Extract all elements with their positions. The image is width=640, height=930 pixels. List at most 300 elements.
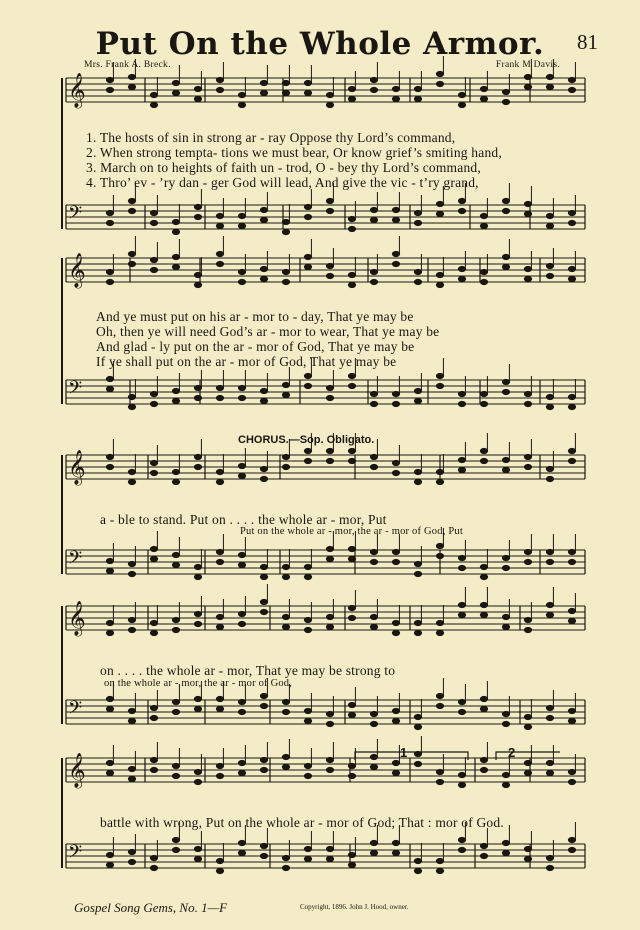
- note-head: [414, 571, 421, 576]
- note-head: [370, 207, 377, 212]
- note-head: [502, 467, 509, 472]
- note-head: [128, 84, 135, 89]
- note-head: [128, 74, 135, 79]
- note-head: [458, 276, 465, 281]
- note-head: [568, 559, 575, 564]
- note-head: [326, 198, 333, 203]
- treble-clef-icon: 𝄞: [68, 601, 86, 636]
- note-head: [414, 86, 421, 91]
- note-head: [326, 546, 333, 551]
- note-head: [392, 549, 399, 554]
- note-head: [326, 458, 333, 463]
- note-head: [260, 703, 267, 708]
- note-head: [414, 479, 421, 484]
- note-head: [436, 630, 443, 635]
- note-head: [282, 855, 289, 860]
- note-head: [568, 87, 575, 92]
- note-head: [106, 760, 113, 765]
- note-head: [348, 702, 355, 707]
- note-head: [348, 556, 355, 561]
- note-head: [458, 772, 465, 777]
- note-head: [458, 612, 465, 617]
- note-head: [106, 376, 113, 381]
- note-head: [414, 220, 421, 225]
- note-head: [282, 219, 289, 224]
- clefs: [68, 73, 86, 867]
- note-head: [304, 214, 311, 219]
- note-head: [128, 404, 135, 409]
- note-head: [172, 709, 179, 714]
- note-head: [238, 709, 245, 714]
- note-head: [106, 220, 113, 225]
- note-head: [568, 837, 575, 842]
- note-head: [524, 201, 531, 206]
- note-head: [502, 782, 509, 787]
- note-head: [436, 779, 443, 784]
- note-head: [568, 718, 575, 723]
- note-head: [502, 711, 509, 716]
- note-head: [480, 269, 487, 274]
- note-head: [458, 266, 465, 271]
- note-head: [348, 605, 355, 610]
- note-head: [480, 767, 487, 772]
- note-head: [172, 479, 179, 484]
- note-head: [436, 703, 443, 708]
- note-head: [568, 266, 575, 271]
- note-head: [414, 96, 421, 101]
- note-head: [524, 714, 531, 719]
- note-head: [546, 549, 553, 554]
- note-head: [150, 257, 157, 262]
- note-head: [304, 383, 311, 388]
- note-head: [458, 782, 465, 787]
- note-head: [260, 398, 267, 403]
- note-head: [546, 404, 553, 409]
- note-head: [546, 213, 553, 218]
- note-head: [282, 90, 289, 95]
- note-head: [436, 769, 443, 774]
- note-head: [282, 709, 289, 714]
- note-head: [524, 276, 531, 281]
- note-head: [568, 404, 575, 409]
- note-head: [304, 846, 311, 851]
- note-head: [172, 699, 179, 704]
- note-head: [326, 556, 333, 561]
- note-head: [546, 74, 553, 79]
- note-head: [172, 562, 179, 567]
- note-head: [304, 254, 311, 259]
- note-head: [326, 273, 333, 278]
- note-head: [568, 779, 575, 784]
- note-head: [436, 620, 443, 625]
- note-head: [348, 448, 355, 453]
- note-head: [106, 87, 113, 92]
- note-head: [172, 229, 179, 234]
- note-head: [568, 769, 575, 774]
- note-head: [546, 394, 553, 399]
- verse-line-2: 2. When strong tempta- tions we must bear, Or know grief’s smiting hand,: [86, 145, 502, 160]
- note-head: [414, 630, 421, 635]
- note-head: [128, 469, 135, 474]
- note-head: [172, 837, 179, 842]
- note-head: [414, 868, 421, 873]
- note-head: [326, 767, 333, 772]
- note-head: [216, 395, 223, 400]
- note-head: [238, 850, 245, 855]
- note-head: [348, 862, 355, 867]
- note-head: [414, 210, 421, 215]
- note-head: [194, 385, 201, 390]
- note-head: [546, 602, 553, 607]
- note-head: [392, 770, 399, 775]
- note-head: [128, 208, 135, 213]
- note-head: [524, 391, 531, 396]
- note-head: [568, 608, 575, 613]
- note-head: [106, 464, 113, 469]
- note-head: [502, 721, 509, 726]
- note-head: [436, 858, 443, 863]
- note-head: [414, 269, 421, 274]
- note-head: [326, 757, 333, 762]
- note-head: [568, 394, 575, 399]
- note-head: [436, 693, 443, 698]
- note-head: [370, 764, 377, 769]
- note-head: [128, 251, 135, 256]
- note-head: [106, 386, 113, 391]
- note-head: [106, 279, 113, 284]
- note-head: [436, 383, 443, 388]
- note-head: [502, 614, 509, 619]
- note-head: [458, 555, 465, 560]
- verse2-line-3: And glad - ly put on the ar - mor of God, That ye may be: [96, 339, 415, 354]
- note-head: [150, 630, 157, 635]
- note-head: [172, 90, 179, 95]
- note-head: [304, 448, 311, 453]
- note-head: [128, 617, 135, 622]
- second-ending-bracket: [496, 752, 560, 760]
- note-head: [414, 620, 421, 625]
- note-head: [326, 208, 333, 213]
- note-head: [194, 706, 201, 711]
- note-head: [348, 773, 355, 778]
- note-head: [414, 398, 421, 403]
- note-head: [172, 219, 179, 224]
- note-head: [480, 401, 487, 406]
- note-head: [216, 77, 223, 82]
- note-head: [282, 754, 289, 759]
- note-head: [524, 559, 531, 564]
- note-head: [238, 473, 245, 478]
- note-head: [150, 401, 157, 406]
- note-head: [150, 267, 157, 272]
- note-head: [326, 102, 333, 107]
- note-head: [524, 74, 531, 79]
- note-head: [392, 840, 399, 845]
- note-head: [502, 264, 509, 269]
- note-head: [304, 773, 311, 778]
- note-head: [524, 760, 531, 765]
- note-head: [150, 470, 157, 475]
- note-head: [524, 211, 531, 216]
- note-head: [502, 840, 509, 845]
- note-head: [370, 279, 377, 284]
- note-head: [106, 77, 113, 82]
- note-head: [546, 476, 553, 481]
- note-head: [282, 865, 289, 870]
- note-head: [238, 102, 245, 107]
- note-head: [282, 454, 289, 459]
- note-head: [260, 599, 267, 604]
- note-head: [194, 621, 201, 626]
- note-head: [546, 84, 553, 89]
- note-head: [524, 846, 531, 851]
- note-head: [238, 395, 245, 400]
- note-head: [260, 207, 267, 212]
- note-head: [216, 858, 223, 863]
- note-head: [480, 602, 487, 607]
- note-head: [480, 391, 487, 396]
- note-head: [480, 574, 487, 579]
- book-reference: Gospel Song Gems, No. 1—F: [74, 900, 228, 915]
- note-head: [370, 754, 377, 759]
- note-head: [480, 757, 487, 762]
- note-head: [414, 761, 421, 766]
- note-head: [106, 568, 113, 573]
- note-head: [546, 466, 553, 471]
- chorus-line-3: battle with wrong, Put on the whole ar - mor of God; That : mor of God.: [100, 815, 504, 830]
- note-head: [392, 708, 399, 713]
- note-head: [370, 624, 377, 629]
- note-head: [524, 724, 531, 729]
- note-head: [282, 279, 289, 284]
- note-head: [128, 561, 135, 566]
- note-head: [150, 767, 157, 772]
- verse-line-1: 1. The hosts of sin in strong ar - ray Oppose thy Lord’s command,: [86, 130, 456, 145]
- note-head: [150, 460, 157, 465]
- note-head: [128, 708, 135, 713]
- note-head: [238, 213, 245, 218]
- note-head: [194, 696, 201, 701]
- note-head: [546, 770, 553, 775]
- note-head: [172, 847, 179, 852]
- note-head: [172, 552, 179, 557]
- note-head: [150, 556, 157, 561]
- note-head: [370, 269, 377, 274]
- note-head: [216, 868, 223, 873]
- note-head: [458, 92, 465, 97]
- note-head: [392, 217, 399, 222]
- treble-clef-icon: 𝄞: [68, 253, 86, 288]
- note-head: [260, 217, 267, 222]
- note-head: [436, 373, 443, 378]
- note-head: [260, 90, 267, 95]
- note-head: [458, 602, 465, 607]
- note-head: [502, 379, 509, 384]
- note-head: [326, 711, 333, 716]
- note-head: [436, 543, 443, 548]
- note-head: [392, 207, 399, 212]
- note-head: [128, 627, 135, 632]
- note-head: [524, 856, 531, 861]
- note-head: [370, 614, 377, 619]
- note-head: [370, 549, 377, 554]
- note-head: [414, 469, 421, 474]
- note-head: [458, 198, 465, 203]
- note-head: [326, 385, 333, 390]
- note-head: [414, 724, 421, 729]
- note-head: [216, 624, 223, 629]
- lyricist-credit: Mrs. Frank A. Breck.: [84, 60, 171, 70]
- note-head: [150, 92, 157, 97]
- note-head: [194, 282, 201, 287]
- note-head: [172, 264, 179, 269]
- note-head: [502, 565, 509, 570]
- note-head: [238, 621, 245, 626]
- note-head: [568, 458, 575, 463]
- note-head: [128, 859, 135, 864]
- note-head: [106, 620, 113, 625]
- note-head: [238, 699, 245, 704]
- note-head: [238, 552, 245, 557]
- note-head: [480, 279, 487, 284]
- note-head: [260, 574, 267, 579]
- note-head: [458, 847, 465, 852]
- verse-line-4: 4. Thro’ ev - ’ry dan - ger God will lead, And give the vic - t’ry grand,: [86, 175, 479, 190]
- treble-clef-icon: 𝄞: [68, 73, 86, 108]
- note-head: [260, 693, 267, 698]
- note-head: [392, 630, 399, 635]
- hymn-title: Put On the Whole Armor.: [95, 26, 545, 62]
- note-head: [524, 464, 531, 469]
- bass-clef-icon: 𝄢: [68, 698, 83, 723]
- note-head: [194, 564, 201, 569]
- note-head: [194, 454, 201, 459]
- verse2-line-4: If ye shall put on the ar - mor of God, That ye may be: [96, 354, 397, 369]
- note-head: [502, 254, 509, 259]
- note-head: [194, 272, 201, 277]
- note-head: [524, 770, 531, 775]
- note-head: [106, 269, 113, 274]
- chorus-line-1-alto: Put on the whole ar - mor, the ar - mor of God, Put: [240, 526, 463, 537]
- note-head: [436, 71, 443, 76]
- note-head: [480, 448, 487, 453]
- note-head: [216, 559, 223, 564]
- note-head: [216, 763, 223, 768]
- note-head: [370, 711, 377, 716]
- composer-credit: Frank M Davis.: [495, 60, 560, 70]
- note-head: [348, 216, 355, 221]
- note-head: [238, 770, 245, 775]
- note-head: [414, 751, 421, 756]
- note-head: [194, 395, 201, 400]
- note-head: [260, 564, 267, 569]
- note-head: [392, 96, 399, 101]
- bass-clef-icon: 𝄢: [68, 378, 83, 403]
- note-head: [128, 479, 135, 484]
- note-head: [128, 718, 135, 723]
- note-head: [194, 464, 201, 469]
- note-head: [194, 96, 201, 101]
- note-head: [370, 850, 377, 855]
- note-head: [392, 261, 399, 266]
- note-head: [304, 373, 311, 378]
- note-head: [392, 718, 399, 723]
- note-head: [502, 389, 509, 394]
- note-head: [326, 448, 333, 453]
- note-head: [436, 81, 443, 86]
- note-head: [524, 266, 531, 271]
- note-head: [238, 92, 245, 97]
- note-head: [568, 220, 575, 225]
- note-head: [106, 706, 113, 711]
- chorus-line-1-soprano: a - ble to stand. Put on . . . . the whole ar - mor, Put: [100, 512, 387, 527]
- note-head: [480, 612, 487, 617]
- note-head: [458, 208, 465, 213]
- note-head: [194, 611, 201, 616]
- note-head: [150, 391, 157, 396]
- note-head: [128, 198, 135, 203]
- note-head: [216, 469, 223, 474]
- note-head: [348, 282, 355, 287]
- note-head: [326, 846, 333, 851]
- note-head: [238, 760, 245, 765]
- note-head: [150, 757, 157, 762]
- note-head: [392, 760, 399, 765]
- note-head: [480, 564, 487, 569]
- note-head: [128, 261, 135, 266]
- note-head: [348, 86, 355, 91]
- note-head: [260, 843, 267, 848]
- note-head: [150, 855, 157, 860]
- note-head: [392, 850, 399, 855]
- note-head: [546, 760, 553, 765]
- note-head: [458, 102, 465, 107]
- note-head: [216, 385, 223, 390]
- note-head: [150, 705, 157, 710]
- note-head: [260, 476, 267, 481]
- note-head: [392, 86, 399, 91]
- note-head: [172, 617, 179, 622]
- note-head: [304, 856, 311, 861]
- copyright-notice: Copyright, 1896. John J. Hood, owner.: [300, 903, 409, 911]
- note-head: [304, 718, 311, 723]
- note-head: [502, 555, 509, 560]
- note-head: [568, 708, 575, 713]
- note-head: [194, 214, 201, 219]
- note-head: [348, 226, 355, 231]
- note-head: [348, 712, 355, 717]
- note-head: [502, 772, 509, 777]
- note-head: [392, 391, 399, 396]
- note-head: [238, 562, 245, 567]
- note-head: [546, 705, 553, 710]
- note-head: [260, 853, 267, 858]
- note-head: [172, 469, 179, 474]
- note-head: [546, 612, 553, 617]
- note-head: [238, 840, 245, 845]
- note-head: [414, 858, 421, 863]
- note-head: [326, 721, 333, 726]
- note-head: [348, 272, 355, 277]
- note-head: [326, 614, 333, 619]
- note-head: [304, 458, 311, 463]
- note-head: [106, 770, 113, 775]
- note-head: [326, 624, 333, 629]
- note-head: [436, 201, 443, 206]
- note-head: [106, 454, 113, 459]
- note-head: [128, 766, 135, 771]
- note-head: [392, 559, 399, 564]
